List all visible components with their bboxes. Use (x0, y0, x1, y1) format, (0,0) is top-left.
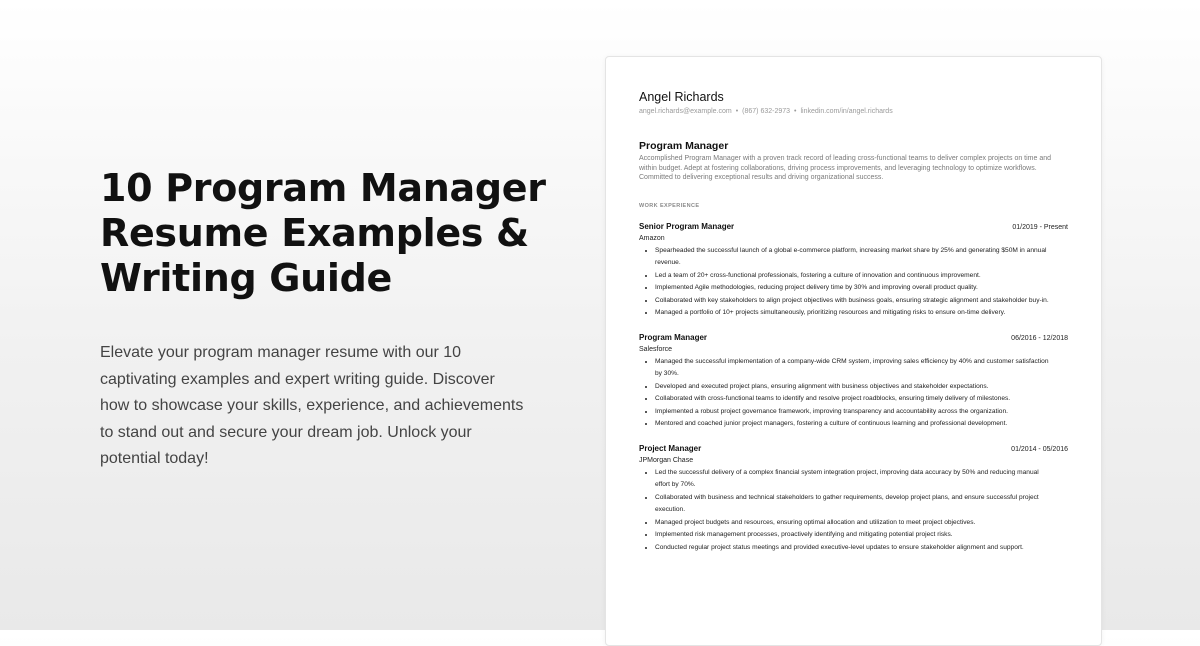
job-company: Amazon (639, 234, 665, 242)
page-title: 10 Program Manager Resume Examples & Writing Guide (100, 166, 546, 300)
job-entry (639, 444, 1068, 555)
bullet-item: • Managed project budgets and resources, ensuring optimal allocation and utilization to meet project objectives. (655, 517, 1055, 530)
resume-name: Angel Richards (639, 90, 724, 104)
job-bullets (639, 245, 1055, 320)
job-dates: 06/2016 - 12/2018 (1011, 334, 1068, 342)
job-role: Senior Program Manager (639, 221, 735, 231)
bullet-item: • Conducted regular project status meetings and provided executive-level updates to ensure stakeholder alignment and support. (655, 542, 1055, 555)
bullet-item: • Implemented Agile methodologies, reducing project delivery time by 30% and improving overall product quality. (655, 282, 1055, 295)
resume-preview (605, 56, 1102, 646)
bullet-item: • Developed and executed project plans, ensuring alignment with business objectives and stakeholder expectations. (655, 381, 1055, 394)
bullet-item: • Led the successful delivery of a complex financial system integration project, improving data accuracy by 50% and reducing manual effort by 70%. (655, 467, 1055, 492)
job-company: Salesforce (639, 345, 673, 353)
contact-email: angel.richards@example.com (639, 108, 732, 115)
bullet-item: • Spearheaded the successful launch of a global e-commerce platform, increasing market share by 25% and generating $50M in annual revenue. (655, 245, 1055, 270)
section-heading-work-experience: WORK EXPERIENCE (639, 202, 700, 209)
bullet-item: • Collaborated with cross-functional teams to identify and resolve project roadblocks, ensuring timely delivery of milestones. (655, 393, 1055, 406)
bullet-item: • Implemented a robust project governance framework, improving transparency and accountability across the organization. (655, 406, 1055, 419)
bullet-item: • Led a team of 20+ cross-functional professionals, fostering a culture of innovation and continuous improvement. (655, 270, 1055, 283)
resume-contact (639, 107, 1068, 116)
page-subtitle: Elevate your program manager resume with our 10 captivating examples and expert writing guide. Discover how to showcase your skills, experience, and achievements to stand out and secure your dream job. Unlock your potential today! (100, 344, 524, 467)
job-role: Program Manager (639, 332, 708, 342)
job-role: Project Manager (639, 443, 702, 453)
job-entry (639, 333, 1068, 431)
job-bullets (639, 356, 1055, 431)
bullet-item: • Collaborated with business and technical stakeholders to gather requirements, develop project plans, and ensure successful project execution. (655, 492, 1055, 517)
job-dates: 01/2019 - Present (1012, 223, 1068, 231)
bullet-item: • Collaborated with key stakeholders to align project objectives with business goals, ensuring strategic alignment and stakeholder buy-in. (655, 295, 1055, 308)
contact-separator: • (794, 108, 797, 115)
job-entry (639, 222, 1068, 320)
contact-separator: • (735, 108, 739, 115)
contact-phone: (867) 632-2973 (742, 108, 791, 115)
job-dates: 01/2014 - 05/2016 (1011, 445, 1068, 453)
resume-summary: Accomplished Program Manager with a proven track record of leading cross-functional teams to deliver complex projects on time and within budget. Adept at fostering collaborations, driving process improvements, and leveraging technology to optimize workflows. Committed to delivering exceptional results and driving organizational success. (639, 155, 1052, 181)
bullet-item: • Managed a portfolio of 10+ projects simultaneously, prioritizing resources and mitigating risks to ensure on-time delivery. (655, 307, 1055, 320)
resume-title: Program Manager (639, 140, 729, 152)
job-company: JPMorgan Chase (639, 456, 694, 464)
bullet-item: • Managed the successful implementation of a company-wide CRM system, improving sales efficiency by 40% and customer satisfaction by 30%. (655, 356, 1055, 381)
job-bullets (639, 467, 1055, 555)
contact-linkedin: linkedin.com/in/angel.richards (800, 108, 893, 115)
bullet-item: • Implemented risk management processes, proactively identifying and mitigating potential project risks. (655, 529, 1055, 542)
bullet-item: • Mentored and coached junior project managers, fostering a culture of continuous learning and professional development. (655, 418, 1055, 431)
